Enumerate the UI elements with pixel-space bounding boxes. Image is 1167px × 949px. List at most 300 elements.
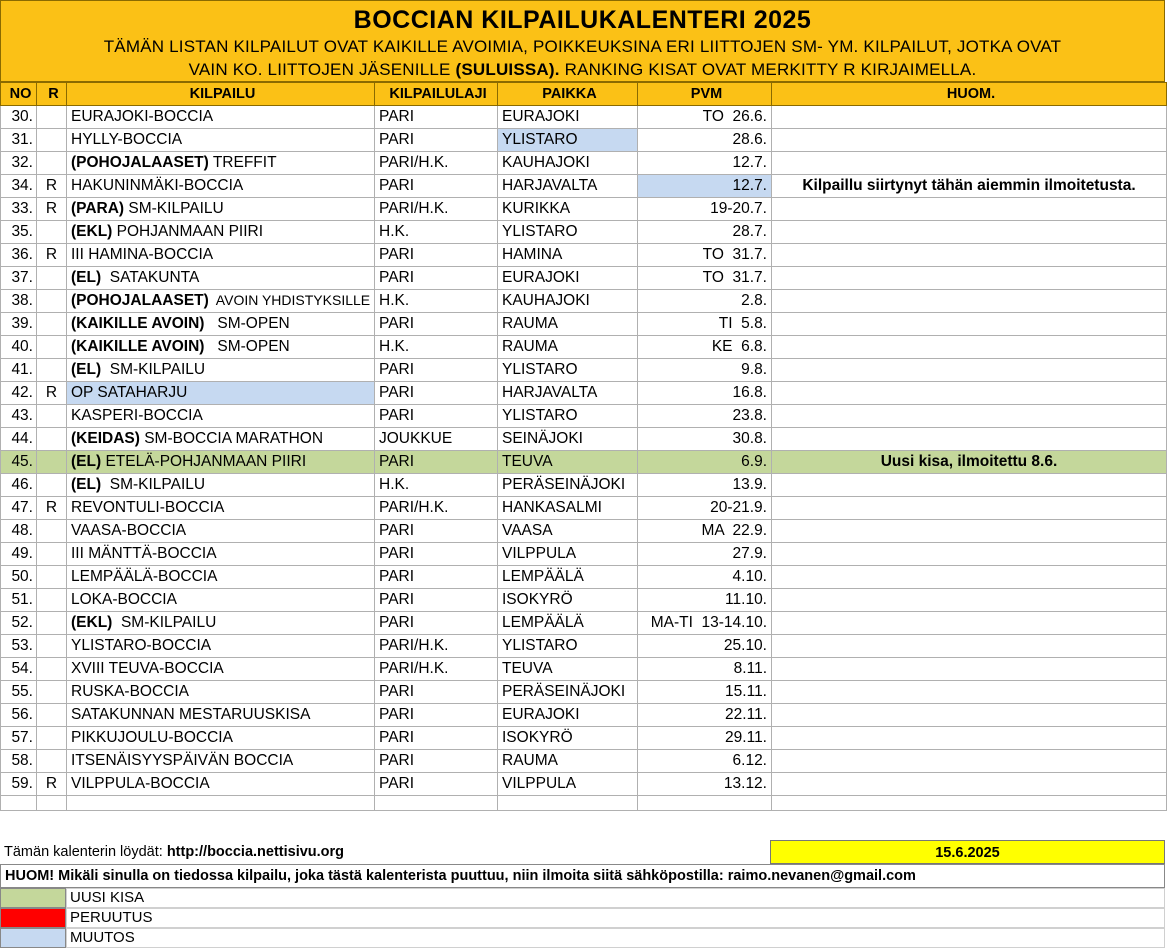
cell-paikka[interactable]: KURIKKA (498, 198, 638, 221)
cell-kilpailu[interactable] (67, 175, 375, 198)
cell-ranking[interactable]: R (37, 175, 67, 198)
cell-laji[interactable]: PARI/H.K. (375, 497, 498, 520)
cell-ranking[interactable]: R (37, 244, 67, 267)
federation-tag: (EL) (71, 453, 102, 470)
legend-swatch (0, 888, 66, 908)
cell-ranking[interactable] (37, 704, 67, 727)
table-row (1, 152, 1167, 175)
cell-huom[interactable] (772, 658, 1167, 681)
cell-huom[interactable] (772, 359, 1167, 382)
table-row (1, 290, 1167, 313)
cell-no[interactable]: 47. (1, 497, 37, 520)
cell-paikka[interactable]: VILPPULA (498, 773, 638, 796)
cell-pvm[interactable]: 8.11. (638, 658, 772, 681)
cell-laji[interactable]: PARI (375, 313, 498, 336)
cell-kilpailu[interactable] (67, 474, 375, 497)
cell-laji[interactable]: PARI (375, 405, 498, 428)
competition-name: XVIII TEUVA-BOCCIA (71, 660, 224, 677)
federation-tag: (KEIDAS) (71, 430, 140, 447)
cell-huom[interactable] (772, 198, 1167, 221)
subtitle-line-2-post: RANKING KISAT OVAT MERKITTY R KIRJAIMELLA. (559, 60, 977, 79)
cell-huom[interactable] (772, 152, 1167, 175)
cell-kilpailu[interactable] (67, 405, 375, 428)
cell-laji[interactable]: H.K. (375, 290, 498, 313)
cell-pvm[interactable]: 16.8. (638, 382, 772, 405)
cell-ranking[interactable] (37, 336, 67, 359)
cell-pvm[interactable]: TO 31.7. (638, 244, 772, 267)
cell-no[interactable]: 31. (1, 129, 37, 152)
competition-name: TREFFIT (208, 154, 277, 171)
cell-pvm[interactable]: 2.8. (638, 290, 772, 313)
cell-paikka[interactable]: LEMPÄÄLÄ (498, 612, 638, 635)
cell-ranking[interactable] (37, 635, 67, 658)
cell-pvm[interactable]: 12.7. (638, 152, 772, 175)
cell-no[interactable]: 46. (1, 474, 37, 497)
cell-paikka[interactable]: YLISTARO (498, 221, 638, 244)
cell-pvm[interactable]: 20-21.9. (638, 497, 772, 520)
cell-no[interactable]: 59. (1, 773, 37, 796)
cell-pvm[interactable]: 12.7. (638, 175, 772, 198)
cell-pvm[interactable]: 15.11. (638, 681, 772, 704)
cell-ranking[interactable] (37, 658, 67, 681)
cell-laji[interactable]: PARI/H.K. (375, 198, 498, 221)
calendar-link-text (4, 840, 344, 864)
cell-laji[interactable]: PARI (375, 773, 498, 796)
cell-laji[interactable]: PARI (375, 129, 498, 152)
cell-kilpailu[interactable] (67, 681, 375, 704)
col-header-paikka[interactable]: PAIKKA (498, 83, 638, 106)
cell-pvm[interactable]: MA 22.9. (638, 520, 772, 543)
cell-ranking[interactable] (37, 589, 67, 612)
cell-kilpailu[interactable] (67, 520, 375, 543)
cell-no[interactable]: 42. (1, 382, 37, 405)
table-row (1, 704, 1167, 727)
cell-laji[interactable]: PARI (375, 106, 498, 129)
cell-paikka[interactable]: YLISTARO (498, 635, 638, 658)
cell-pvm[interactable]: 29.11. (638, 727, 772, 750)
cell-paikka[interactable]: HAMINA (498, 244, 638, 267)
cell-laji[interactable]: PARI (375, 175, 498, 198)
cell-no[interactable]: 56. (1, 704, 37, 727)
cell-laji[interactable]: PARI (375, 543, 498, 566)
cell-kilpailu[interactable] (67, 152, 375, 175)
federation-tag: (POHOJALAASET) (71, 154, 209, 171)
cell-ranking[interactable] (37, 428, 67, 451)
table-row (1, 520, 1167, 543)
cell-paikka[interactable]: TEUVA (498, 451, 638, 474)
cell-pvm[interactable]: 25.10. (638, 635, 772, 658)
cell-huom[interactable] (772, 543, 1167, 566)
cell-huom[interactable] (772, 382, 1167, 405)
cell-huom[interactable] (772, 290, 1167, 313)
table-row (1, 543, 1167, 566)
cell-pvm[interactable]: TI 5.8. (638, 313, 772, 336)
cell-laji[interactable]: H.K. (375, 221, 498, 244)
competition-name: SM-BOCCIA MARATHON (139, 430, 324, 447)
cell-paikka[interactable]: VILPPULA (498, 543, 638, 566)
cell-pvm[interactable]: 13.9. (638, 474, 772, 497)
cell-ranking[interactable] (37, 681, 67, 704)
cell-ranking[interactable]: R (37, 497, 67, 520)
cell-huom[interactable] (772, 405, 1167, 428)
cell-no[interactable]: 34. (1, 175, 37, 198)
cell-paikka[interactable]: KAUHAJOKI (498, 152, 638, 175)
cell-huom[interactable] (772, 727, 1167, 750)
cell-huom[interactable] (772, 313, 1167, 336)
cell-huom[interactable] (772, 773, 1167, 796)
cell-huom[interactable] (772, 612, 1167, 635)
cell-laji[interactable]: PARI (375, 244, 498, 267)
cell-pvm[interactable]: 4.10. (638, 566, 772, 589)
cell-kilpailu[interactable] (67, 451, 375, 474)
cell-laji[interactable]: PARI/H.K. (375, 658, 498, 681)
cell-no[interactable]: 35. (1, 221, 37, 244)
cell-laji[interactable]: PARI (375, 750, 498, 773)
cell-huom[interactable] (772, 750, 1167, 773)
cell-kilpailu[interactable] (67, 336, 375, 359)
cell-no[interactable]: 58. (1, 750, 37, 773)
cell-kilpailu[interactable] (67, 313, 375, 336)
cell-no[interactable]: 51. (1, 589, 37, 612)
competition-name: VAASA-BOCCIA (71, 522, 187, 539)
cell-no[interactable]: 33. (1, 198, 37, 221)
competition-name: SM-KILPAILU (112, 614, 217, 631)
cell-kilpailu[interactable] (67, 290, 375, 313)
cell-no[interactable]: 57. (1, 727, 37, 750)
cell-ranking[interactable] (37, 750, 67, 773)
cell-paikka[interactable]: SEINÄJOKI (498, 428, 638, 451)
cell-paikka[interactable]: RAUMA (498, 313, 638, 336)
cell-laji[interactable]: H.K. (375, 336, 498, 359)
cell-huom[interactable]: Kilpaillu siirtynyt tähän aiemmin ilmoitetusta. (772, 175, 1167, 198)
cell-kilpailu[interactable] (67, 198, 375, 221)
cell-paikka[interactable]: EURAJOKI (498, 106, 638, 129)
competition-name: KASPERI-BOCCIA (71, 407, 203, 424)
cell-ranking[interactable] (37, 359, 67, 382)
competition-name: POHJANMAAN PIIRI (112, 223, 264, 240)
cell-ranking[interactable] (37, 290, 67, 313)
cell-laji[interactable]: PARI (375, 589, 498, 612)
cell-kilpailu[interactable] (67, 267, 375, 290)
cell-paikka[interactable]: LEMPÄÄLÄ (498, 566, 638, 589)
cell-kilpailu[interactable] (67, 704, 375, 727)
cell-kilpailu[interactable] (67, 359, 375, 382)
empty-cell[interactable] (638, 796, 772, 811)
table-row (1, 175, 1167, 198)
empty-cell[interactable] (375, 796, 498, 811)
table-row (1, 106, 1167, 129)
cell-pvm[interactable]: 19-20.7. (638, 198, 772, 221)
cell-no[interactable]: 53. (1, 635, 37, 658)
cell-ranking[interactable]: R (37, 198, 67, 221)
cell-ranking[interactable] (37, 106, 67, 129)
cell-kilpailu[interactable] (67, 428, 375, 451)
cell-kilpailu[interactable] (67, 635, 375, 658)
competition-name: LEMPÄÄLÄ-BOCCIA (71, 568, 218, 585)
table-row (1, 267, 1167, 290)
cell-ranking[interactable] (37, 267, 67, 290)
competition-table (0, 82, 1167, 811)
cell-pvm[interactable]: KE 6.8. (638, 336, 772, 359)
subtitle-line-2-bold: (SULUISSA). (455, 60, 560, 79)
cell-paikka[interactable]: KAUHAJOKI (498, 290, 638, 313)
cell-kilpailu[interactable] (67, 244, 375, 267)
legend-item (0, 928, 1165, 948)
cell-kilpailu[interactable] (67, 129, 375, 152)
cell-no[interactable]: 38. (1, 290, 37, 313)
cell-paikka[interactable]: RAUMA (498, 750, 638, 773)
cell-paikka[interactable]: TEUVA (498, 658, 638, 681)
col-header-huom[interactable]: HUOM. (772, 83, 1167, 106)
cell-paikka[interactable]: YLISTARO (498, 405, 638, 428)
cell-pvm[interactable]: 6.12. (638, 750, 772, 773)
cell-ranking[interactable] (37, 474, 67, 497)
legend-gridline (66, 928, 1165, 948)
cell-pvm[interactable]: 30.8. (638, 428, 772, 451)
cell-laji[interactable]: PARI (375, 359, 498, 382)
cell-no[interactable]: 45. (1, 451, 37, 474)
cell-no[interactable]: 55. (1, 681, 37, 704)
cell-paikka[interactable]: EURAJOKI (498, 267, 638, 290)
cell-no[interactable]: 30. (1, 106, 37, 129)
cell-laji[interactable]: PARI (375, 727, 498, 750)
table-row (1, 451, 1167, 474)
cell-ranking[interactable] (37, 727, 67, 750)
cell-paikka[interactable]: YLISTARO (498, 359, 638, 382)
cell-kilpailu[interactable] (67, 773, 375, 796)
cell-no[interactable]: 44. (1, 428, 37, 451)
cell-paikka[interactable]: ISOKYRÖ (498, 727, 638, 750)
cell-ranking[interactable] (37, 129, 67, 152)
cell-huom[interactable] (772, 267, 1167, 290)
cell-no[interactable]: 36. (1, 244, 37, 267)
cell-huom[interactable] (772, 681, 1167, 704)
subtitle-line-2 (1, 58, 1164, 81)
cell-huom[interactable]: Uusi kisa, ilmoitettu 8.6. (772, 451, 1167, 474)
cell-huom[interactable] (772, 428, 1167, 451)
cell-laji[interactable]: JOUKKUE (375, 428, 498, 451)
cell-no[interactable]: 41. (1, 359, 37, 382)
competition-name: LOKA-BOCCIA (71, 591, 177, 608)
cell-pvm[interactable]: 27.9. (638, 543, 772, 566)
competition-name: SATAKUNNAN MESTARUUSKISA (71, 706, 311, 723)
cell-ranking[interactable] (37, 221, 67, 244)
competition-name: OP SATAHARJU (71, 384, 188, 401)
cell-huom[interactable] (772, 589, 1167, 612)
cell-huom[interactable] (772, 566, 1167, 589)
cell-kilpailu[interactable] (67, 106, 375, 129)
table-row (1, 336, 1167, 359)
cell-pvm[interactable]: 28.7. (638, 221, 772, 244)
col-header-laji[interactable]: KILPAILULAJI (375, 83, 498, 106)
cell-laji[interactable]: PARI (375, 382, 498, 405)
cell-pvm[interactable]: TO 31.7. (638, 267, 772, 290)
empty-cell[interactable] (67, 796, 375, 811)
cell-ranking[interactable] (37, 405, 67, 428)
legend-label: UUSI KISA (70, 889, 145, 906)
col-header-no[interactable]: NO (1, 83, 37, 106)
table-row (1, 405, 1167, 428)
cell-paikka[interactable]: EURAJOKI (498, 704, 638, 727)
cell-ranking[interactable] (37, 152, 67, 175)
empty-row (1, 796, 1167, 811)
competition-name: PIKKUJOULU-BOCCIA (71, 729, 233, 746)
cell-paikka[interactable]: HANKASALMI (498, 497, 638, 520)
federation-tag: (EKL) (71, 614, 113, 631)
page-title: BOCCIAN KILPAILUKALENTERI 2025 (353, 6, 812, 34)
competition-name: III MÄNTTÄ-BOCCIA (71, 545, 217, 562)
competition-name: RUSKA-BOCCIA (71, 683, 189, 700)
cell-kilpailu[interactable] (67, 382, 375, 405)
cell-huom[interactable] (772, 497, 1167, 520)
cell-kilpailu[interactable] (67, 612, 375, 635)
cell-no[interactable]: 50. (1, 566, 37, 589)
col-header-pvm[interactable]: PVM (638, 83, 772, 106)
col-header-kilpailu[interactable]: KILPAILU (67, 83, 375, 106)
cell-paikka[interactable]: HARJAVALTA (498, 382, 638, 405)
cell-pvm[interactable]: 6.9. (638, 451, 772, 474)
calendar-link-label: Tämän kalenterin löydät: (4, 844, 167, 860)
cell-kilpailu[interactable] (67, 543, 375, 566)
legend-swatch (0, 928, 66, 948)
cell-kilpailu[interactable] (67, 658, 375, 681)
legend-item (0, 908, 1165, 928)
cell-no[interactable]: 40. (1, 336, 37, 359)
cell-paikka[interactable]: VAASA (498, 520, 638, 543)
federation-tag: (POHOJALAASET) (71, 292, 209, 309)
legend-label: PERUUTUS (70, 909, 153, 926)
cell-no[interactable]: 37. (1, 267, 37, 290)
competition-name: EURAJOKI-BOCCIA (71, 108, 214, 125)
cell-ranking[interactable] (37, 313, 67, 336)
competition-name: III HAMINA-BOCCIA (71, 246, 214, 263)
cell-paikka[interactable]: PERÄSEINÄJOKI (498, 474, 638, 497)
cell-paikka[interactable]: ISOKYRÖ (498, 589, 638, 612)
updated-date[interactable]: 15.6.2025 (770, 840, 1165, 864)
cell-laji[interactable]: PARI/H.K. (375, 635, 498, 658)
cell-huom[interactable] (772, 106, 1167, 129)
cell-no[interactable]: 39. (1, 313, 37, 336)
competition-name: SM-KILPAILU (101, 476, 206, 493)
competition-name: SM-KILPAILU (101, 361, 206, 378)
cell-kilpailu[interactable] (67, 566, 375, 589)
table-row (1, 359, 1167, 382)
cell-kilpailu[interactable] (67, 589, 375, 612)
cell-laji[interactable]: PARI (375, 704, 498, 727)
cell-laji[interactable]: PARI (375, 612, 498, 635)
table-row (1, 681, 1167, 704)
table-row (1, 589, 1167, 612)
subtitle-line-2-pre: VAIN KO. LIITTOJEN JÄSENILLE (188, 60, 456, 79)
table-row (1, 612, 1167, 635)
legend-gridline (66, 888, 1165, 908)
legend-item (0, 888, 1165, 908)
cell-pvm[interactable]: 13.12. (638, 773, 772, 796)
cell-ranking[interactable] (37, 543, 67, 566)
cell-ranking[interactable] (37, 566, 67, 589)
calendar-url[interactable]: http://boccia.nettisivu.org (166, 844, 345, 860)
cell-huom[interactable] (772, 221, 1167, 244)
cell-kilpailu[interactable] (67, 750, 375, 773)
empty-cell[interactable] (772, 796, 1167, 811)
empty-cell[interactable] (37, 796, 67, 811)
cell-pvm[interactable]: MA-TI 13-14.10. (638, 612, 772, 635)
cell-huom[interactable] (772, 704, 1167, 727)
competition-name: SM-OPEN (204, 315, 290, 332)
competition-name: VILPPULA-BOCCIA (71, 775, 210, 792)
cell-laji[interactable]: PARI/H.K. (375, 152, 498, 175)
empty-cell[interactable] (498, 796, 638, 811)
cell-paikka[interactable]: RAUMA (498, 336, 638, 359)
cell-ranking[interactable] (37, 612, 67, 635)
cell-laji[interactable]: PARI (375, 451, 498, 474)
cell-kilpailu[interactable] (67, 497, 375, 520)
competition-name: ITSENÄISYYSPÄIVÄN BOCCIA (71, 752, 294, 769)
cell-no[interactable]: 49. (1, 543, 37, 566)
color-legend (0, 888, 1165, 948)
cell-huom[interactable] (772, 244, 1167, 267)
cell-laji[interactable]: PARI (375, 520, 498, 543)
competition-name: YLISTARO-BOCCIA (71, 637, 212, 654)
cell-huom[interactable] (772, 336, 1167, 359)
cell-pvm[interactable]: 23.8. (638, 405, 772, 428)
federation-tag: (EL) (71, 361, 102, 378)
cell-huom[interactable] (772, 129, 1167, 152)
federation-tag: (EKL) (71, 223, 113, 240)
competition-name: SM-OPEN (204, 338, 290, 355)
empty-cell[interactable] (1, 796, 37, 811)
cell-ranking[interactable]: R (37, 773, 67, 796)
competition-name: HAKUNINMÄKI-BOCCIA (71, 177, 244, 194)
cell-huom[interactable] (772, 474, 1167, 497)
cell-ranking[interactable] (37, 520, 67, 543)
calendar-link-row (0, 840, 1165, 864)
cell-laji[interactable]: PARI (375, 681, 498, 704)
cell-pvm[interactable]: 11.10. (638, 589, 772, 612)
legend-label: MUUTOS (70, 929, 135, 946)
cell-laji[interactable]: PARI (375, 267, 498, 290)
cell-kilpailu[interactable] (67, 221, 375, 244)
table-row (1, 474, 1167, 497)
cell-no[interactable]: 54. (1, 658, 37, 681)
cell-pvm[interactable]: TO 26.6. (638, 106, 772, 129)
huom-note[interactable]: HUOM! Mikäli sinulla on tiedossa kilpailu, joka tästä kalenterista puuttuu, niin ilmoita siitä sähköpostilla: raimo.nevanen@gmail.com (0, 864, 1165, 888)
cell-no[interactable]: 32. (1, 152, 37, 175)
federation-tag: (KAIKILLE AVOIN) (71, 315, 205, 332)
cell-pvm[interactable]: 9.8. (638, 359, 772, 382)
cell-no[interactable]: 48. (1, 520, 37, 543)
col-header-r[interactable]: R (37, 83, 67, 106)
cell-ranking[interactable] (37, 451, 67, 474)
cell-paikka[interactable]: YLISTARO (498, 129, 638, 152)
cell-huom[interactable] (772, 635, 1167, 658)
cell-pvm[interactable]: 28.6. (638, 129, 772, 152)
cell-paikka[interactable]: PERÄSEINÄJOKI (498, 681, 638, 704)
cell-pvm[interactable]: 22.11. (638, 704, 772, 727)
competition-name: REVONTULI-BOCCIA (71, 499, 225, 516)
cell-kilpailu[interactable] (67, 727, 375, 750)
table-row (1, 198, 1167, 221)
cell-no[interactable]: 52. (1, 612, 37, 635)
cell-paikka[interactable]: HARJAVALTA (498, 175, 638, 198)
cell-ranking[interactable]: R (37, 382, 67, 405)
cell-laji[interactable]: PARI (375, 566, 498, 589)
subtitle-line-1: TÄMÄN LISTAN KILPAILUT OVAT KAIKILLE AVOIMIA, POIKKEUKSINA ERI LIITTOJEN SM- YM. KILPAILUT, JOTKA OVAT (103, 37, 1062, 56)
cell-huom[interactable] (772, 520, 1167, 543)
cell-no[interactable]: 43. (1, 405, 37, 428)
cell-laji[interactable]: H.K. (375, 474, 498, 497)
legend-swatch (0, 908, 66, 928)
